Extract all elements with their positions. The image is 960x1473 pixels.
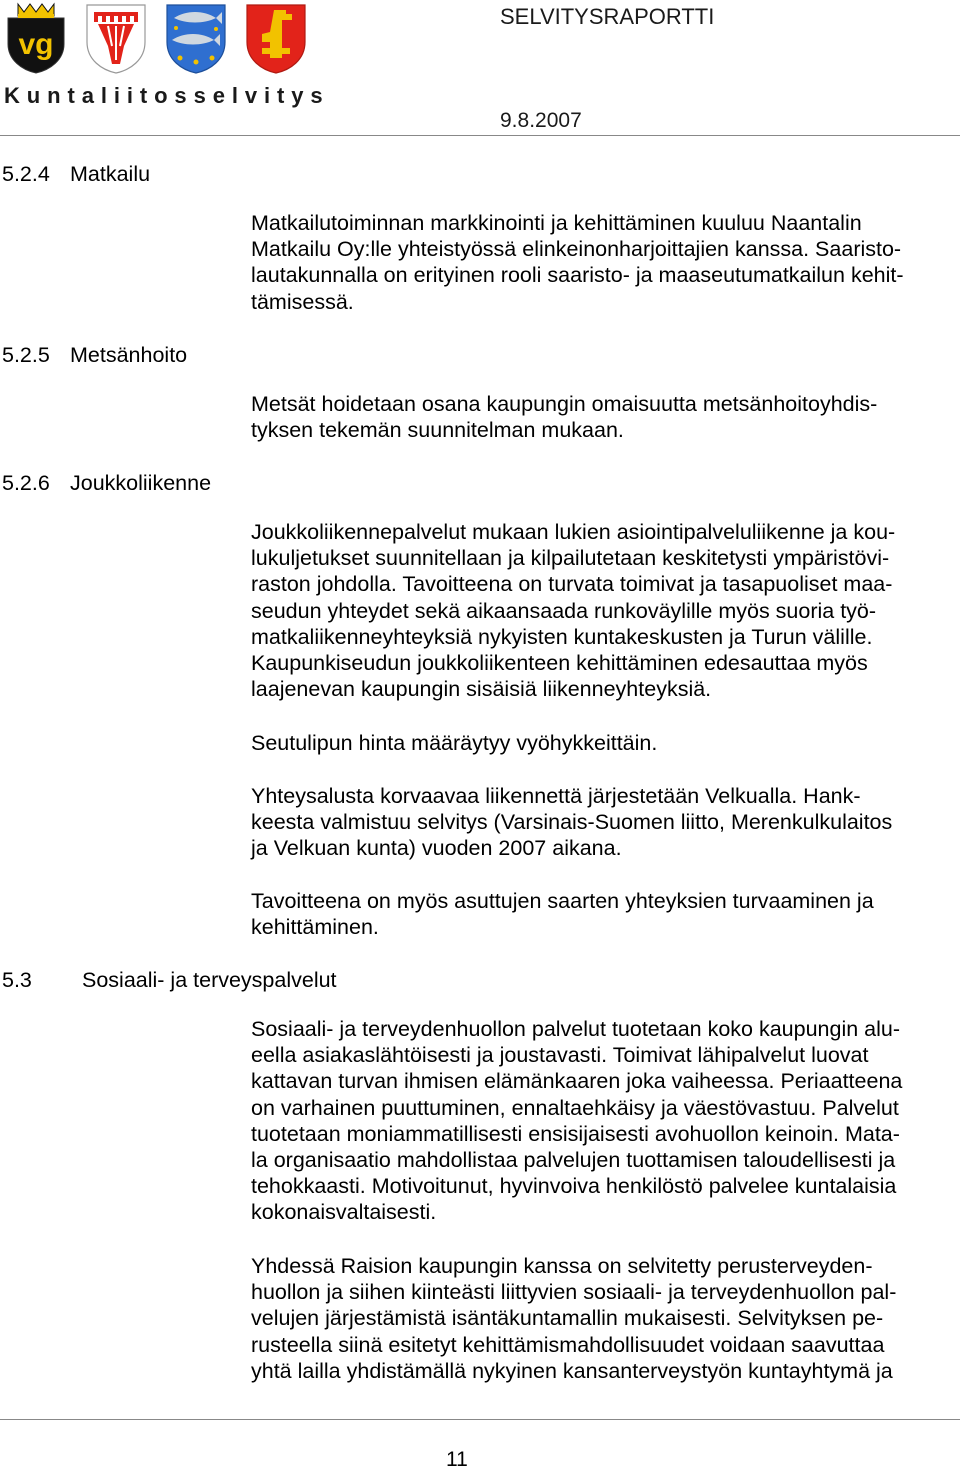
paragraph-sosiaali-2 [251, 1253, 956, 1384]
report-date: 9.8.2007 [500, 109, 582, 132]
page-number: 11 [446, 1448, 468, 1471]
text-line: Sosiaali- ja terveydenhuollon palvelut tuotetaan koko kaupungin alu- [251, 1017, 901, 1041]
footer-rule [0, 1419, 960, 1420]
paragraph-matkailu [251, 210, 956, 315]
heading-title: Sosiaali- ja terveyspalvelut [82, 968, 337, 992]
text-line: Seutulipun hinta määräytyy vyöhykkeittäin. [251, 731, 658, 755]
crest-3-icon [164, 2, 228, 74]
text-line: Tavoitteena on myös asuttujen saarten yhteyksien turvaaminen ja [251, 889, 874, 913]
header-rule [0, 135, 960, 136]
text-line: huollon ja siihen kiinteästi liittyvien sosiaali- ja terveydenhuollon pal- [251, 1280, 897, 1305]
text-line: Metsät hoidetaan osana kaupungin omaisuutta metsänhoitoyhdis- [251, 392, 878, 416]
text-line: Yhteysalusta korvaavaa liikennettä järjestetään Velkualla. Hank- [251, 784, 861, 808]
text-line: lukuljetukset suunnitellaan ja kilpailutetaan keskitetysti ympäristövi- [251, 546, 890, 571]
paragraph-joukkoliikenne-3 [251, 783, 956, 862]
text-line: raston johdolla. Tavoitteena on turvata toimivat ja tasapuoliset maa- [251, 572, 893, 597]
text-line: tämisessä. [251, 289, 354, 314]
text-line: kattavan turvan ihmisen elämänkaaren joka vaiheessa. Periaatteena [251, 1069, 903, 1094]
text-line: Joukkoliikennepalvelut mukaan lukien asiointipalveluliikenne ja kou- [251, 520, 896, 544]
text-line: rusteella siinä esitetyt kehittämismahdollisuudet voidaan saavuttaa [251, 1332, 885, 1357]
text-line: tuotetaan moniammatillisesti ensisijaisesti avohuollon keinoin. Mata- [251, 1121, 900, 1146]
header-label: Kuntaliitosselvitys [4, 83, 330, 108]
text-line: Matkailutoiminnan markkinointi ja kehittäminen kuuluu Naantalin [251, 211, 862, 235]
paragraph-joukkoliikenne-1 [251, 519, 956, 702]
text-line: eella asiakaslähtöisesti ja joustavasti. Toimivat lähipalvelut luovat [251, 1043, 869, 1068]
text-line: yhtä lailla yhdistämällä nykyinen kansanterveystyön kuntayhtymä ja [251, 1358, 893, 1383]
heading-title: Matkailu [70, 162, 151, 186]
text-line: ja Velkuan kunta) vuoden 2007 aikana. [251, 836, 622, 861]
paragraph-metsanhoito [251, 391, 956, 443]
crest-1-icon [4, 2, 68, 74]
heading-number: 5.2.4 [2, 162, 50, 186]
paragraph-sosiaali-1 [251, 1016, 956, 1226]
text-line: matkaliikenneyhteyksiä nykyisten kuntakeskusten ja Turun välille. [251, 624, 873, 649]
text-line: velujen järjestämistä isäntäkuntamallin mukaisesti. Selvityksen pe- [251, 1306, 884, 1331]
text-line: seudun yhteydet sekä aikaansaada runkoväylille myös suoria työ- [251, 598, 877, 623]
heading-title: Joukkoliikenne [70, 471, 212, 495]
report-title: SELVITYSRAPORTTI [500, 4, 715, 29]
text-line: keesta valmistuu selvitys (Varsinais-Suomen liitto, Merenkulkulaitos [251, 810, 893, 835]
crest-4-icon [244, 2, 308, 74]
heading-title: Metsänhoito [70, 343, 188, 367]
text-line: kehittäminen. [251, 915, 379, 940]
text-line: Kaupunkiseudun joukkoliikenteen kehittäminen edesauttaa myös [251, 651, 868, 676]
heading-number: 5.2.5 [2, 343, 50, 367]
text-line: kokonaisvaltaisesti. [251, 1200, 437, 1225]
heading-metsanhoito [2, 343, 187, 368]
crest-2-icon [84, 2, 148, 74]
paragraph-joukkoliikenne-4 [251, 888, 956, 940]
crest-1-text: vg [18, 28, 54, 61]
text-line: lautakunnalla on erityinen rooli saaristo- ja maaseutumatkailun kehit- [251, 263, 904, 288]
text-line: laajenevan kaupungin sisäisiä liikenneyhteyksiä. [251, 677, 712, 702]
text-line: la organisaatio mahdollistaa palvelujen tuottamisen taloudellisesti ja [251, 1148, 896, 1173]
text-line: Yhdessä Raision kaupungin kanssa on selvitetty perusterveyden- [251, 1254, 873, 1278]
heading-sosiaali-terveyspalvelut [2, 968, 337, 993]
text-line: Matkailu Oy:lle yhteistyössä elinkeinonharjoittajien kanssa. Saaristo- [251, 237, 902, 262]
text-line: tyksen tekemän suunnitelman mukaan. [251, 418, 624, 443]
paragraph-joukkoliikenne-2 [251, 730, 956, 756]
heading-number: 5.2.6 [2, 471, 50, 495]
heading-joukkoliikenne [2, 471, 211, 496]
heading-matkailu [2, 162, 150, 187]
text-line: on varhainen puuttuminen, ennaltaehkäisy ja väestövastuu. Palvelut [251, 1095, 899, 1120]
heading-number: 5.3 [2, 968, 32, 992]
text-line: tehokkaasti. Motivoitunut, hyvinvoiva henkilöstö palvelee kuntalaisia [251, 1174, 897, 1199]
